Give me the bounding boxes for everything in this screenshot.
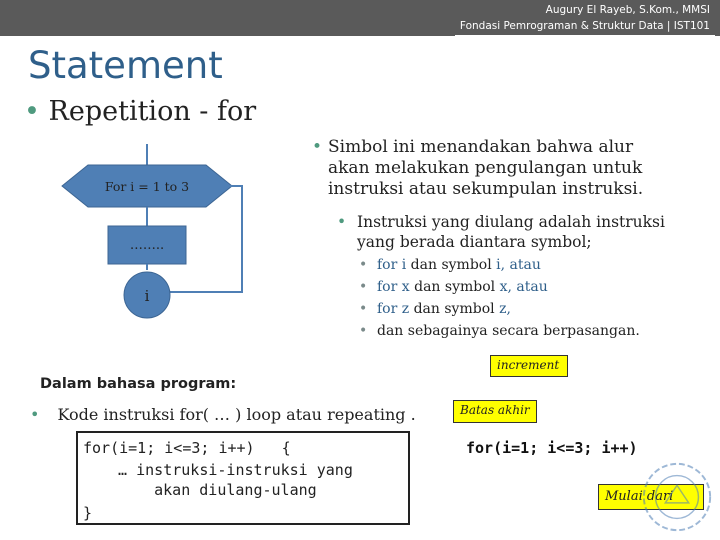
bullet-dot: • <box>30 405 40 424</box>
list-item-text: dan sebagainya secara berpasangan. <box>377 323 640 339</box>
bullet-dot: • <box>24 96 40 127</box>
connector-circle-label: i <box>144 287 150 305</box>
description-main-line: instruksi atau sekumpulan instruksi. <box>328 179 644 199</box>
list-item <box>359 298 677 320</box>
list-item-end: , atau <box>500 257 541 273</box>
bullet-dot: • <box>312 137 323 157</box>
description-main-line: Simbol ini menandakan bahwa alur <box>328 137 634 157</box>
increment-label: increment <box>490 355 568 377</box>
description-sub-line: Instruksi yang diulang adalah instruksi <box>357 213 665 231</box>
header-author: Augury El Rayeb, S.Kom., MMSI <box>545 4 710 16</box>
header-course: Fondasi Pemrograman & Struktur Data | IST101 <box>459 20 710 32</box>
loop-hexagon-label: For i = 1 to 3 <box>104 179 190 194</box>
code-line: … instruksi-instruksi yang <box>100 461 353 479</box>
university-logo <box>638 458 716 536</box>
list-item-text: dan symbol <box>409 301 500 317</box>
list-item-text: dan symbol <box>409 279 500 295</box>
list-item-var: for z <box>377 301 410 317</box>
bullet-dot: • <box>359 301 368 317</box>
list-item-end: , <box>506 301 511 317</box>
code-line: akan diulang-ulang <box>118 481 317 499</box>
description-main <box>312 137 698 200</box>
annotated-code: for(i=1; i<=3; i++) <box>466 439 638 457</box>
bullet-dot: • <box>359 279 368 295</box>
list-item-end: , atau <box>507 279 548 295</box>
bullet-dot: • <box>337 213 347 231</box>
batas-akhir-label: Batas akhir <box>453 400 537 423</box>
list-item <box>359 320 677 342</box>
list-item <box>359 254 677 276</box>
description-sub <box>337 212 697 252</box>
program-bullet-text: Kode instruksi for( … ) loop atau repeating . <box>57 405 416 424</box>
list-item-var2: x <box>499 279 508 295</box>
program-heading: Dalam bahasa program: <box>40 376 237 392</box>
slide-bullet-text: Repetition - for <box>48 96 257 127</box>
header-divider <box>455 35 715 37</box>
list-item-var: for i <box>377 257 407 273</box>
code-line: } <box>83 504 93 522</box>
description-main-line: akan melakukan pengulangan untuk <box>328 158 643 178</box>
process-rectangle-label: …….. <box>129 238 165 253</box>
list-item-var2: z <box>499 301 507 317</box>
slide-title: Statement <box>28 44 223 87</box>
code-line: for(i=1; i<=3; i++) { <box>83 439 291 457</box>
list-item <box>359 276 677 298</box>
description-sub-line: yang berada diantara symbol; <box>357 233 592 251</box>
list-item-text: dan symbol <box>406 257 497 273</box>
list-item-var: for x <box>377 279 410 295</box>
list-item-var2: i <box>496 257 501 273</box>
bullet-dot: • <box>359 257 368 273</box>
flowchart-diagram <box>0 120 290 340</box>
code-block <box>76 431 410 525</box>
bullet-dot: • <box>359 323 368 339</box>
mulai-dari-label: Mulai dari <box>598 484 704 510</box>
symbol-pair-list <box>359 254 677 342</box>
program-bullet <box>30 405 416 424</box>
